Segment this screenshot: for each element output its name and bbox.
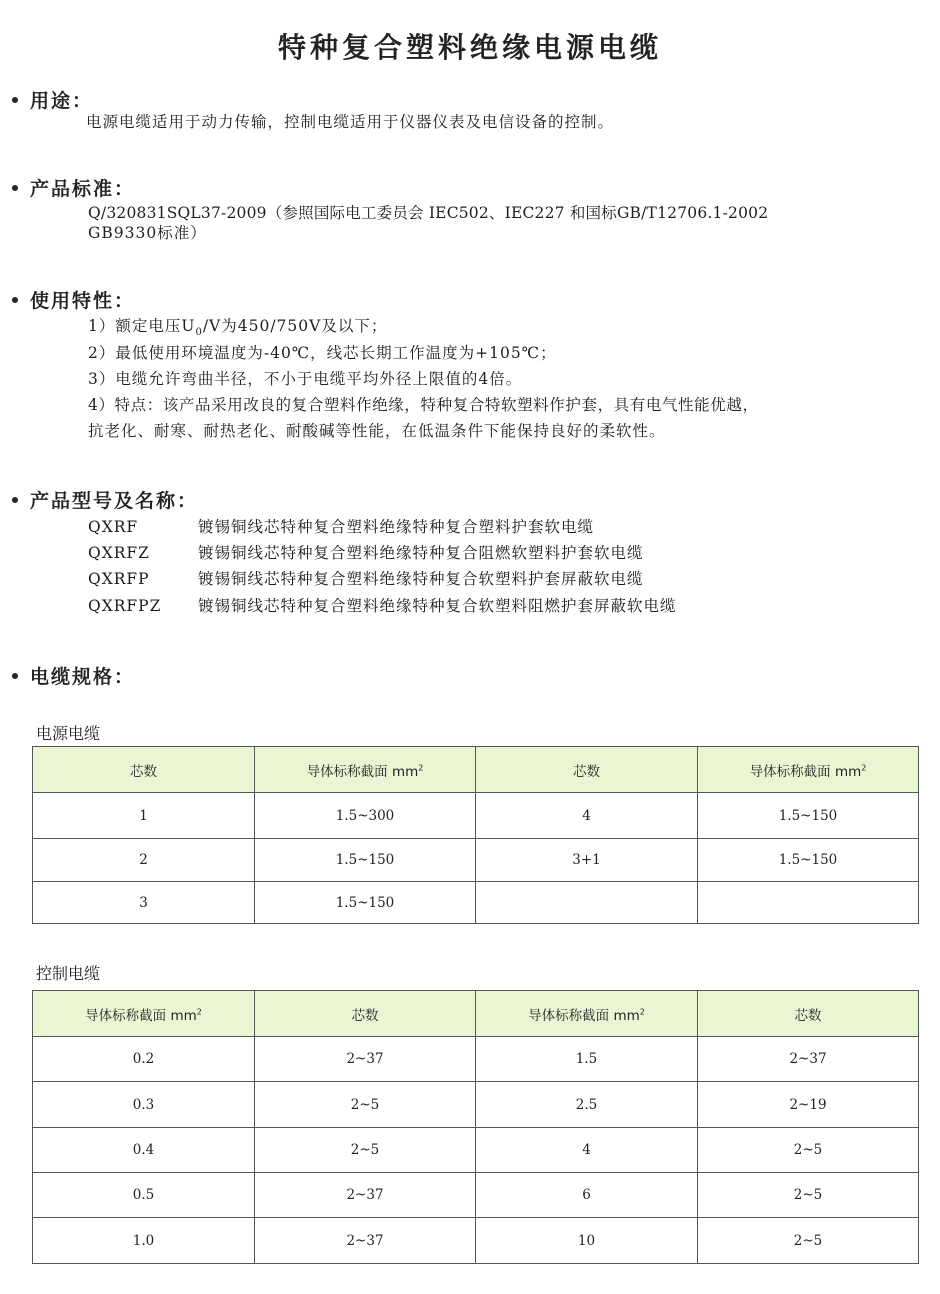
table-cell: 4 xyxy=(476,1128,698,1173)
model-code: QXRFPZ xyxy=(88,597,162,615)
table-cell: 6 xyxy=(476,1173,698,1218)
table-row xyxy=(33,839,919,882)
table-row xyxy=(33,1037,919,1082)
table-cell: 2 xyxy=(33,839,255,882)
table-cell: 1.5~150 xyxy=(698,793,919,839)
table-cell: 2~37 xyxy=(255,1037,476,1082)
model-name: 镀锡铜线芯特种复合塑料绝缘特种复合塑料护套软电缆 xyxy=(198,518,595,536)
table-cell: 2~5 xyxy=(698,1218,919,1264)
table-cell: 0.2 xyxy=(33,1037,255,1082)
features-heading: 使用特性： xyxy=(12,286,135,313)
model-row xyxy=(88,567,644,589)
table-cell: 0.5 xyxy=(33,1173,255,1218)
column-header: 芯数 xyxy=(33,747,255,793)
page-title: 特种复合塑料绝缘电源电缆 xyxy=(277,31,662,64)
model-row xyxy=(88,515,594,537)
table-cell: 1.5~150 xyxy=(255,882,476,924)
table-cell: 4 xyxy=(476,793,698,839)
table-cell: 2.5 xyxy=(476,1082,698,1128)
usage-heading: 用途： xyxy=(12,86,93,113)
specs-heading: 电缆规格： xyxy=(12,662,135,689)
model-code: QXRF xyxy=(88,518,139,536)
model-row xyxy=(88,541,644,563)
table-cell: 1.5~150 xyxy=(698,839,919,882)
table-row xyxy=(33,1128,919,1173)
table-cell: 3+1 xyxy=(476,839,698,882)
table-row xyxy=(33,882,919,924)
power-cable-table xyxy=(32,746,919,924)
model-row xyxy=(88,594,677,616)
table-row xyxy=(33,1082,919,1128)
column-header: 导体标称截面 $mm^2$ xyxy=(698,747,919,793)
table-cell: 2~5 xyxy=(255,1128,476,1173)
table-cell: 2~19 xyxy=(698,1082,919,1128)
table-cell: 2~5 xyxy=(255,1082,476,1128)
standard-line-1: Q/320831SQL37-2009（参照国际电工委员会 IEC502、IEC227 和国标GB/T12706.1-2002 xyxy=(88,204,769,222)
model-name: 镀锡铜线芯特种复合塑料绝缘特种复合阻燃软塑料护套软电缆 xyxy=(198,544,644,562)
bullet-icon xyxy=(12,673,18,679)
table-cell: 1 xyxy=(33,793,255,839)
table-cell: 2~37 xyxy=(698,1037,919,1082)
bullet-icon xyxy=(12,185,18,191)
table-cell xyxy=(698,882,919,924)
control-cable-table xyxy=(32,990,919,1264)
column-header: 芯数 xyxy=(255,991,476,1037)
table-row xyxy=(33,1218,919,1264)
table-header-row xyxy=(33,747,919,793)
bullet-icon xyxy=(12,497,18,503)
bullet-icon xyxy=(12,297,18,303)
feature-item-4-line-2: 抗老化、耐寒、耐热老化、耐酸碱等性能，在低温条件下能保持良好的柔软性。 xyxy=(88,422,666,440)
column-header: 芯数 xyxy=(698,991,919,1037)
table-cell: 2~37 xyxy=(255,1218,476,1264)
table-cell: 1.5~150 xyxy=(255,839,476,882)
column-header: 导体标称截面 $mm^2$ xyxy=(476,991,698,1037)
models-heading: 产品型号及名称： xyxy=(12,486,198,513)
table-header-row xyxy=(33,991,919,1037)
table-row xyxy=(33,793,919,839)
feature-item-3: 3）电缆允许弯曲半径，不小于电缆平均外径上限值的4倍。 xyxy=(88,370,523,388)
table-cell: 2~5 xyxy=(698,1173,919,1218)
bullet-icon xyxy=(12,97,18,103)
column-header: 导体标称截面 $mm^2$ xyxy=(33,991,255,1037)
model-name: 镀锡铜线芯特种复合塑料绝缘特种复合软塑料护套屏蔽软电缆 xyxy=(198,570,644,588)
usage-text: 电源电缆适用于动力传输，控制电缆适用于仪器仪表及电信设备的控制。 xyxy=(86,113,615,131)
feature-item-1: 1）额定电压$U_0/V$为450/750V及以下； xyxy=(88,317,388,339)
table-row xyxy=(33,1173,919,1218)
power-table-caption: 电源电缆 xyxy=(36,724,101,743)
table-cell: 1.5~300 xyxy=(255,793,476,839)
model-code: QXRFP xyxy=(88,570,150,588)
model-name: 镀锡铜线芯特种复合塑料绝缘特种复合软塑料阻燃护套屏蔽软电缆 xyxy=(198,597,677,615)
table-cell: 1.0 xyxy=(33,1218,255,1264)
table-cell: 1.5 xyxy=(476,1037,698,1082)
control-table-caption: 控制电缆 xyxy=(36,964,101,983)
model-code: QXRFZ xyxy=(88,544,150,562)
column-header: 导体标称截面 $mm^2$ xyxy=(255,747,476,793)
table-cell: 2~5 xyxy=(698,1128,919,1173)
table-cell: 2~37 xyxy=(255,1173,476,1218)
column-header: 芯数 xyxy=(476,747,698,793)
feature-item-2: 2）最低使用环境温度为-40℃，线芯长期工作温度为+105℃； xyxy=(88,344,557,362)
feature-item-4-line-1: 4）特点：该产品采用改良的复合塑料作绝缘，特种复合特软塑料作护套，具有电气性能优越， xyxy=(88,396,759,414)
table-cell: 0.4 xyxy=(33,1128,255,1173)
table-cell: 10 xyxy=(476,1218,698,1264)
standard-line-2: GB9330标准） xyxy=(88,224,207,242)
table-cell xyxy=(476,882,698,924)
standard-heading: 产品标准： xyxy=(12,174,135,201)
table-cell: 3 xyxy=(33,882,255,924)
table-cell: 0.3 xyxy=(33,1082,255,1128)
